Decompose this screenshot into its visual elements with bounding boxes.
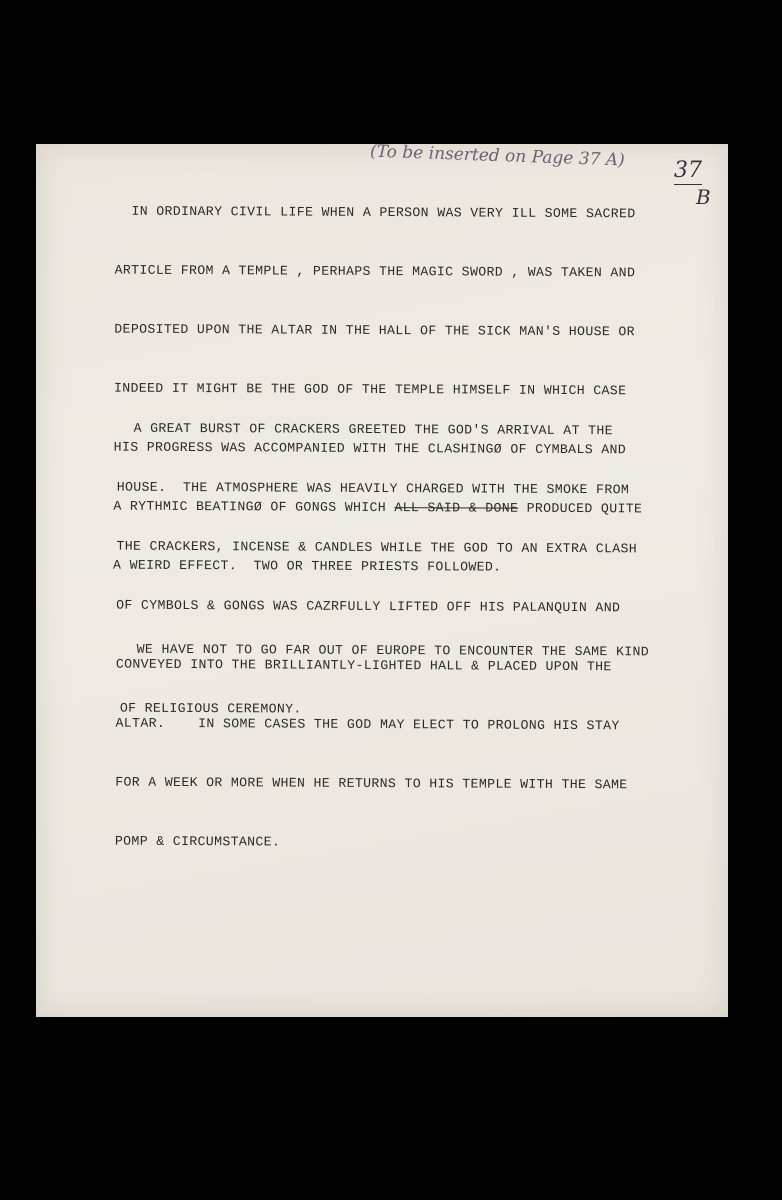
text-line: FOR A WEEK OR MORE WHEN HE RETURNS TO HIS TEMPLE WITH THE SAME <box>115 774 628 793</box>
text-line: HIS PROGRESS WAS ACCOMPANIED WITH THE CLASHINGØ OF CYMBALS AND <box>113 439 627 458</box>
text-line: HOUSE. THE ATMOSPHERE WAS HEAVILY CHARGED WITH THE SMOKE FROM <box>116 479 630 498</box>
text-line: OF CYMBOLS & GONGS WAS CAZRFULLY LIFTED OFF HIS PALANQUIN AND <box>116 597 621 616</box>
paragraph-3 <box>120 605 650 756</box>
text-line: A WEIRD EFFECT. TWO OR THREE PRIESTS FOLLOWED. <box>113 557 502 575</box>
handwritten-annotation: (To be inserted on Page 37 A) <box>369 141 626 171</box>
page-number <box>674 160 711 207</box>
page-number-value: 37 <box>674 158 702 183</box>
text-line: ARTICLE FROM A TEMPLE , PERHAPS THE MAGIC SWORD , WAS TAKEN AND <box>114 262 636 281</box>
text-line: A GREAT BURST OF CRACKERS GREETED THE GOD'S ARRIVAL AT THE <box>117 420 613 439</box>
text-line: CONVEYED INTO THE BRILLIANTLY-LIGHTED HALL & PLACED UPON THE <box>115 656 612 675</box>
text-line: INDEED IT MIGHT BE THE GOD OF THE TEMPLE HIMSELF IN WHICH CASE <box>113 380 627 399</box>
text-line: ALTAR. IN SOME CASES THE GOD MAY ELECT TO PROLONG HIS STAY <box>115 715 620 734</box>
text-line: POMP & CIRCUMSTANCE. <box>114 833 281 850</box>
struck-text: ALL SAID & DONE <box>394 500 519 516</box>
text-line: OF RELIGIOUS CEREMONY. <box>119 700 302 717</box>
document-page <box>36 141 728 1017</box>
text-line-head: A RYTHMIC BEATINGØ OF GONGS WHICH <box>113 498 395 516</box>
page-number-letter: B <box>696 185 711 209</box>
text-line: DEPOSITED UPON THE ALTAR IN THE HALL OF THE SICK MAN'S HOUSE OR <box>114 321 635 340</box>
text-line: THE CRACKERS, INCENSE & CANDLES WHILE THE GOD TO AN EXTRA CLASH <box>116 538 638 557</box>
text-line: WE HAVE NOT TO GO FAR OUT OF EUROPE TO ENCOUNTER THE SAME KIND <box>120 641 650 660</box>
text-line: IN ORDINARY CIVIL LIFE WHEN A PERSON WAS VERY ILL SOME SACRED <box>114 203 636 222</box>
text-line-tail: PRODUCED QUITE <box>518 500 643 517</box>
